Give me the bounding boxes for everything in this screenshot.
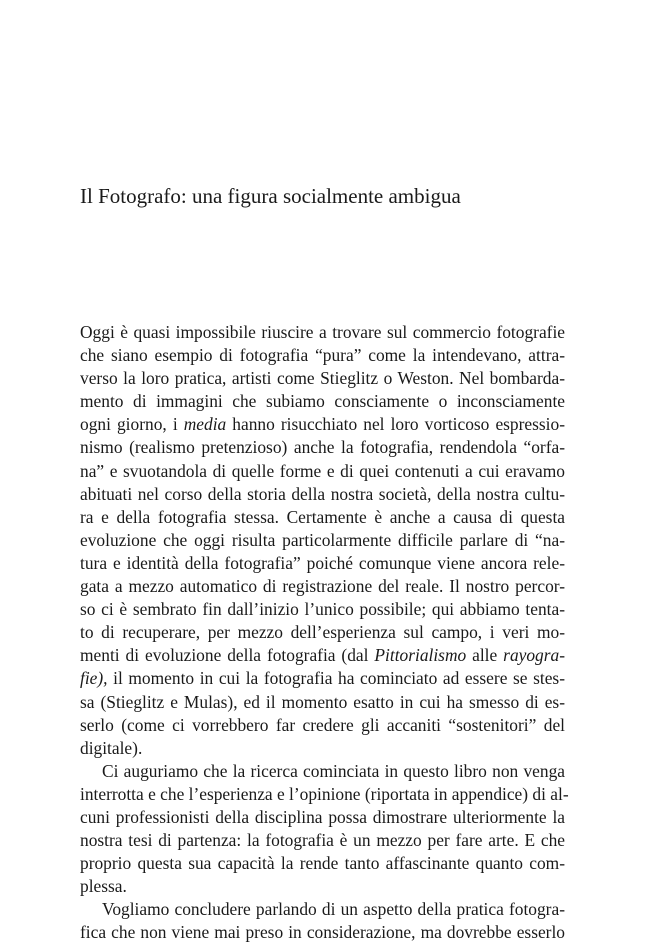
text-line: nismo (realismo pretenzioso) anche la fotografia, rendendola “orfa- [80, 437, 565, 458]
italic-term: Pittorialismo [374, 645, 467, 666]
text-line: nostra tesi di partenza: la fotografia è un mezzo per fare arte. E che [80, 830, 565, 851]
text-line: Oggi è quasi impossibile riuscire a trovare sul commercio fotografie [80, 322, 565, 342]
text-line: Vogliamo concludere parlando di un aspetto della pratica fotogra- [102, 899, 565, 920]
text-line: evoluzione che oggi risulta particolarmente difficile parlare di “na- [80, 529, 565, 550]
text-line: digitale). [80, 737, 143, 758]
text-line: verso la loro pratica, artisti come Stieglitz o Weston. Nel bombarda- [80, 368, 565, 389]
text-line: fica che non viene mai preso in considerazione, ma dovrebbe esserlo [80, 922, 565, 943]
text-line: abituati nel corso della storia della nostra società, della nostra cultu- [80, 483, 565, 504]
chapter-title: Il Fotografo: una figura socialmente ambigua [80, 184, 461, 208]
text-line: serlo (come ci vorrebbero far credere gli accaniti “sostenitori” del [80, 714, 565, 735]
text-line: ra e della fotografia stessa. Certamente è anche a causa di questa [80, 506, 565, 527]
italic-term: media [183, 414, 227, 435]
text-line: mento di immagini che subiamo consciamente o inconsciamente [80, 391, 565, 412]
body-text [80, 321, 569, 945]
text-line: proprio questa sua capacità la rende tanto affascinante quanto com- [80, 853, 565, 874]
text-line: to di recuperare, per mezzo dell’esperienza sul campo, i veri mo- [80, 622, 565, 643]
italic-term: rayogra- [503, 645, 565, 666]
text-line: na” e svuotandola di quelle forme e di quei contenuti a cui eravamo [80, 460, 565, 481]
text-line: interrotta e che l’esperienza e l’opinione (riportata in appendice) di al- [80, 783, 569, 804]
text-line: plessa. [80, 876, 127, 897]
text-line: che siano esempio di fotografia “pura” come la intendevano, attra- [80, 345, 565, 366]
text-line: tura e identità della fotografia” poiché comunque viene ancora rele- [80, 552, 565, 573]
text-line: cuni professionisti della disciplina possa dimostrare ulteriormente la [80, 806, 565, 827]
text-line: fie), il momento in cui la fotografia ha cominciato ad essere se stes- [80, 668, 565, 689]
text-line: menti di evoluzione della fotografia (dal Pittorialismo alle rayogra- [80, 645, 565, 666]
italic-term: fie), [80, 668, 108, 689]
text-line: ogni giorno, i media hanno risucchiato nel loro vorticoso espressio- [80, 414, 565, 435]
text-line: sa (Stieglitz e Mulas), ed il momento esatto in cui ha smesso di es- [80, 691, 565, 712]
text-line: so ci è sembrato fin dall’inizio l’unico possibile; qui abbiamo tenta- [80, 599, 565, 620]
text-line: gata a mezzo automatico di registrazione del reale. Il nostro percor- [80, 576, 565, 597]
text-line: Ci auguriamo che la ricerca cominciata in questo libro non venga [102, 760, 565, 781]
